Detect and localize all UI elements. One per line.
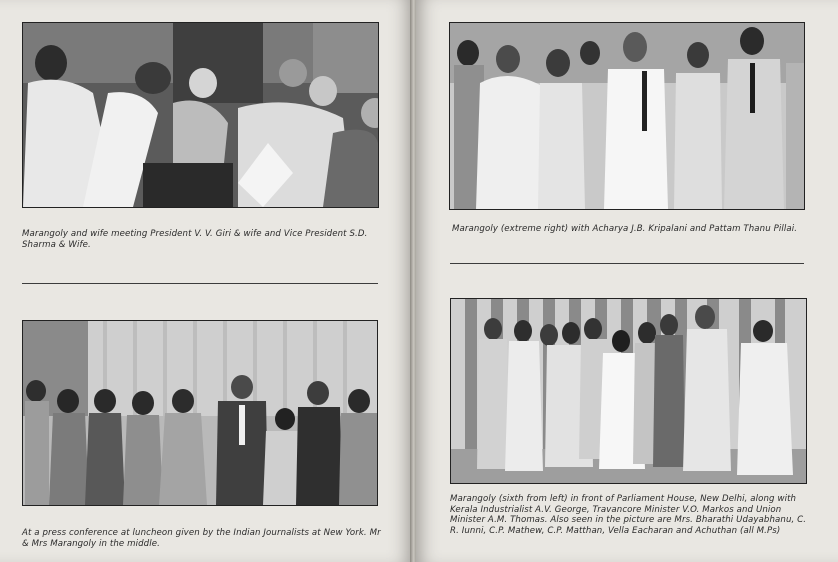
photo1-caption: Marangoly and wife meeting President V. V. Giri & wife and Vice President S.D. Sharma & Wife. xyxy=(22,229,368,250)
left-page xyxy=(0,0,412,562)
photo4-caption: Marangoly (sixth from left) in front of Parliament House, New Delhi, along with Kerala Industrialist A.V. George, Travancore Minister V.O. Markos and Union Minister A.M. Thomas. Also seen in the picture are Mrs. Bharathi Udayabhanu, C. R. Iunni, C.P. Mathew, C.P. Matthan, Vella Eacharan and Achuthan (all M.Ps) xyxy=(450,494,807,536)
photo2-caption: At a press conference at luncheon given by the Indian Journalists at New York. Mr & Mrs Marangoly in the middle. xyxy=(22,528,381,549)
divider-rule xyxy=(450,263,804,264)
divider-rule xyxy=(22,283,378,284)
photo-meeting-president xyxy=(22,22,379,208)
right-page xyxy=(416,0,838,562)
photo-with-kripalani xyxy=(449,22,805,210)
photo-press-conference xyxy=(22,320,378,506)
photo3-caption: Marangoly (extreme right) with Acharya J.B. Kripalani and Pattam Thanu Pillai. xyxy=(452,224,798,234)
photo-parliament-house xyxy=(450,298,807,484)
